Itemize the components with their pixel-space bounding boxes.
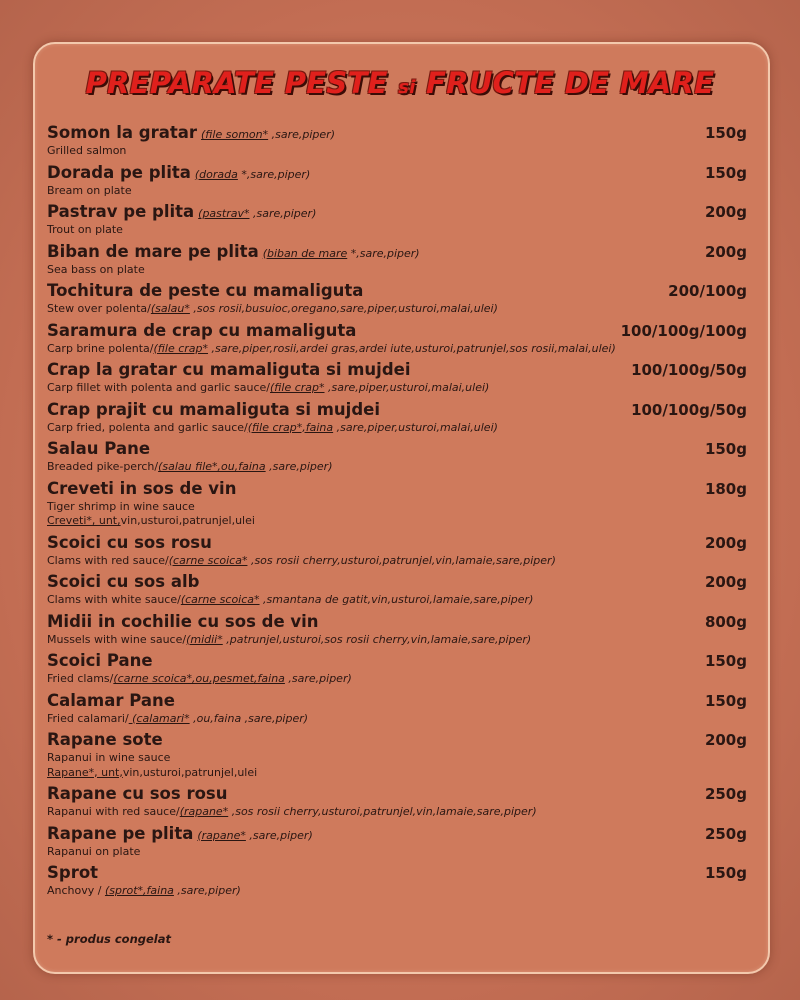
dish-description bbox=[47, 672, 747, 687]
menu-item-header bbox=[47, 729, 747, 751]
menu-item-header bbox=[47, 478, 747, 500]
description-english: Carp brine polenta/ bbox=[47, 341, 154, 355]
ingredient-list-underlined: Rapane*, unt, bbox=[47, 765, 123, 779]
title-si: si bbox=[398, 77, 416, 98]
dish-name: Scoici cu sos alb bbox=[47, 572, 200, 591]
menu-list bbox=[47, 122, 747, 902]
menu-item bbox=[47, 650, 747, 687]
ingredients-underlined: (biban de mare bbox=[262, 246, 348, 260]
ingredients-underlined: (rapane* bbox=[197, 828, 246, 842]
dish-weight: 100/100g/50g bbox=[631, 361, 747, 379]
dish-name: Salau Pane bbox=[47, 439, 151, 458]
description-main-ingredient: (midii* bbox=[186, 632, 223, 646]
ingredients-underlined: (file somon* bbox=[201, 128, 269, 141]
menu-item bbox=[47, 783, 747, 820]
dish-name: Biban de mare pe plita bbox=[47, 241, 259, 261]
dish-weight: 250g bbox=[704, 785, 747, 803]
description-main-ingredient: (carne scoica* bbox=[168, 553, 248, 567]
ingredient-list-rest: vin,usturoi,patrunjel,ulei bbox=[120, 514, 255, 527]
menu-item-header bbox=[47, 650, 747, 672]
dish-weight: 150g bbox=[704, 691, 747, 710]
menu-item-header bbox=[47, 201, 747, 223]
description-english: Clams with red sauce/ bbox=[47, 553, 169, 567]
menu-item bbox=[47, 532, 747, 569]
title-main: PREPARATE PESTE bbox=[85, 66, 388, 100]
description-main-ingredient: (carne scoica*,ou,pesmet,faina bbox=[113, 672, 285, 685]
dish-weight: 200g bbox=[704, 533, 747, 552]
dish-ingredients bbox=[201, 128, 335, 141]
description-english: Fried clams/ bbox=[47, 672, 114, 685]
menu-item bbox=[47, 399, 747, 436]
dish-weight: 100/100g/50g bbox=[631, 400, 747, 419]
page-title bbox=[0, 66, 800, 100]
description-english: Stew over polenta/ bbox=[47, 302, 151, 315]
menu-item-header bbox=[47, 823, 747, 845]
dish-weight: 150g bbox=[704, 124, 747, 142]
dish-translation: Trout on plate bbox=[47, 223, 123, 236]
dish-name: Somon la gratar bbox=[47, 123, 198, 142]
ingredients-rest: *,sare,piper) bbox=[350, 246, 420, 260]
description-english: Carp fillet with polenta and garlic sauce/ bbox=[47, 381, 270, 394]
dish-translation: Grilled salmon bbox=[47, 144, 127, 157]
dish-weight: 200/100g bbox=[668, 282, 747, 300]
dish-weight: 150g bbox=[704, 440, 747, 458]
dish-ingredient-list bbox=[47, 514, 747, 529]
menu-item-header bbox=[47, 399, 747, 421]
dish-name: Rapane pe plita bbox=[47, 823, 194, 843]
menu-item-header bbox=[47, 438, 747, 460]
description-english: Carp fried, polenta and garlic sauce/ bbox=[47, 420, 248, 434]
dish-description bbox=[47, 554, 747, 569]
dish-weight: 200g bbox=[704, 731, 747, 749]
menu-item bbox=[47, 320, 747, 357]
dish-name: Tochitura de peste cu mamaliguta bbox=[47, 281, 364, 300]
menu-item bbox=[47, 729, 747, 780]
description-main-ingredient: (calamari* bbox=[128, 711, 190, 725]
menu-item bbox=[47, 438, 747, 475]
menu-item bbox=[47, 478, 747, 529]
description-english: Breaded pike-perch/ bbox=[47, 460, 159, 473]
dish-ingredients bbox=[197, 829, 312, 842]
description-ingredients: ,ou,faina ,sare,piper) bbox=[193, 711, 309, 725]
menu-item bbox=[47, 571, 747, 608]
description-english: Fried calamari/ bbox=[47, 711, 129, 725]
ingredients-underlined: (pastrav* bbox=[198, 207, 250, 220]
dish-weight: 800g bbox=[704, 612, 747, 631]
dish-name: Creveti in sos de vin bbox=[47, 478, 237, 498]
dish-translation: Rapanui on plate bbox=[47, 844, 141, 858]
dish-name: Crap la gratar cu mamaliguta si mujdei bbox=[47, 360, 411, 379]
description-ingredients: ,sos rosii cherry,usturoi,patrunjel,vin,lamaie,sare,piper) bbox=[250, 553, 556, 567]
dish-description bbox=[47, 884, 747, 899]
dish-ingredients bbox=[263, 247, 420, 260]
dish-weight: 150g bbox=[704, 864, 747, 882]
menu-item-header bbox=[47, 162, 747, 184]
dish-translation: Bream on plate bbox=[47, 183, 132, 197]
dish-name: Saramura de crap cu mamaliguta bbox=[47, 320, 357, 340]
description-ingredients: ,patrunjel,usturoi,sos rosii cherry,vin,lamaie,sare,piper) bbox=[226, 632, 532, 646]
dish-name: Rapane sote bbox=[47, 730, 163, 749]
description-ingredients: ,sare,piper) bbox=[288, 672, 352, 685]
dish-description bbox=[47, 593, 747, 608]
dish-description bbox=[47, 342, 747, 357]
description-ingredients: ,sare,piper,usturoi,malai,ulei) bbox=[328, 381, 490, 394]
dish-description bbox=[47, 302, 747, 317]
description-main-ingredient: (file crap* bbox=[153, 341, 209, 355]
ingredients-rest: ,sare,piper) bbox=[253, 207, 317, 220]
description-main-ingredient: (file crap* bbox=[270, 381, 325, 394]
menu-item bbox=[47, 162, 747, 199]
menu-item bbox=[47, 241, 747, 278]
menu-item-header bbox=[47, 690, 747, 712]
menu-item-header bbox=[47, 783, 747, 805]
dish-name: Dorada pe plita bbox=[47, 162, 191, 182]
menu-item bbox=[47, 611, 747, 648]
footnote: * - produs congelat bbox=[47, 932, 172, 946]
dish-weight: 150g bbox=[704, 163, 747, 182]
dish-description bbox=[47, 712, 747, 727]
dish-ingredient-list bbox=[47, 766, 747, 781]
description-ingredients: ,sos rosii cherry,usturoi,patrunjel,vin,lamaie,sare,piper) bbox=[231, 805, 537, 818]
dish-translation: Tiger shrimp in wine sauce bbox=[47, 499, 195, 513]
description-main-ingredient: (carne scoica* bbox=[180, 593, 260, 606]
menu-item-header bbox=[47, 571, 747, 593]
menu-item-header bbox=[47, 532, 747, 554]
dish-weight: 200g bbox=[704, 203, 747, 221]
dish-weight: 250g bbox=[704, 824, 747, 843]
description-english: Anchovy / bbox=[47, 884, 105, 897]
menu-item bbox=[47, 862, 747, 899]
ingredients-rest: ,sare,piper) bbox=[271, 128, 335, 141]
menu-item bbox=[47, 201, 747, 238]
menu-item bbox=[47, 280, 747, 317]
description-english: Mussels with wine sauce/ bbox=[47, 632, 187, 646]
dish-weight: 200g bbox=[704, 573, 747, 591]
description-ingredients: ,sare,piper) bbox=[269, 460, 333, 473]
description-main-ingredient: (file crap*,faina bbox=[247, 420, 334, 434]
menu-item-header bbox=[47, 862, 747, 884]
menu-item bbox=[47, 690, 747, 727]
description-main-ingredient: (salau* bbox=[150, 302, 190, 315]
ingredient-list-rest: vin,usturoi,patrunjel,ulei bbox=[122, 765, 258, 779]
dish-weight: 150g bbox=[704, 652, 747, 670]
menu-item-header bbox=[47, 320, 747, 342]
description-ingredients: ,sare,piper) bbox=[177, 884, 241, 897]
description-ingredients: ,sare,piper,usturoi,malai,ulei) bbox=[336, 420, 498, 434]
dish-description bbox=[47, 805, 747, 820]
dish-translation: Sea bass on plate bbox=[47, 262, 145, 276]
menu-item-header bbox=[47, 122, 747, 144]
menu-item bbox=[47, 359, 747, 396]
dish-ingredients bbox=[198, 207, 316, 220]
description-english: Clams with white sauce/ bbox=[47, 593, 181, 606]
title-rest: FRUCTE DE MARE bbox=[426, 66, 715, 100]
dish-weight: 180g bbox=[704, 479, 747, 498]
dish-name: Rapane cu sos rosu bbox=[47, 784, 228, 803]
dish-name: Crap prajit cu mamaliguta si mujdei bbox=[47, 399, 380, 419]
dish-name: Sprot bbox=[47, 863, 99, 882]
dish-name: Scoici Pane bbox=[47, 651, 153, 670]
description-english: Rapanui with red sauce/ bbox=[47, 805, 180, 818]
description-ingredients: ,sos rosii,busuioc,oregano,sare,piper,usturoi,malai,ulei) bbox=[193, 302, 498, 315]
dish-description bbox=[47, 633, 747, 648]
description-main-ingredient: (salau file*,ou,faina bbox=[158, 460, 266, 473]
dish-translation: Rapanui in wine sauce bbox=[47, 751, 171, 764]
ingredients-rest: ,sare,piper) bbox=[249, 828, 313, 842]
description-ingredients: ,sare,piper,rosii,ardei gras,ardei iute,usturoi,patrunjel,sos rosii,malai,ulei) bbox=[211, 341, 616, 355]
menu-item-header bbox=[47, 280, 747, 302]
description-ingredients: ,smantana de gatit,vin,usturoi,lamaie,sare,piper) bbox=[263, 593, 534, 606]
dish-name: Scoici cu sos rosu bbox=[47, 532, 212, 552]
menu-item-header bbox=[47, 241, 747, 263]
dish-description bbox=[47, 421, 747, 436]
menu-item bbox=[47, 823, 747, 860]
description-main-ingredient: (rapane* bbox=[179, 805, 229, 818]
ingredient-list-underlined: Creveti*, unt, bbox=[47, 514, 121, 527]
dish-ingredients bbox=[195, 168, 310, 181]
dish-description bbox=[47, 381, 747, 396]
description-main-ingredient: (sprot*,faina bbox=[104, 884, 174, 897]
dish-name: Pastrav pe plita bbox=[47, 202, 195, 221]
dish-weight: 200g bbox=[704, 242, 747, 261]
menu-item bbox=[47, 122, 747, 159]
ingredients-underlined: (dorada bbox=[194, 167, 238, 181]
dish-name: Midii in cochilie cu sos de vin bbox=[47, 611, 319, 631]
menu-item-header bbox=[47, 611, 747, 633]
dish-name: Calamar Pane bbox=[47, 690, 175, 710]
dish-weight: 100/100g/100g bbox=[620, 321, 747, 340]
ingredients-rest: *,sare,piper) bbox=[241, 167, 311, 181]
menu-item-header bbox=[47, 359, 747, 381]
dish-description bbox=[47, 460, 747, 475]
